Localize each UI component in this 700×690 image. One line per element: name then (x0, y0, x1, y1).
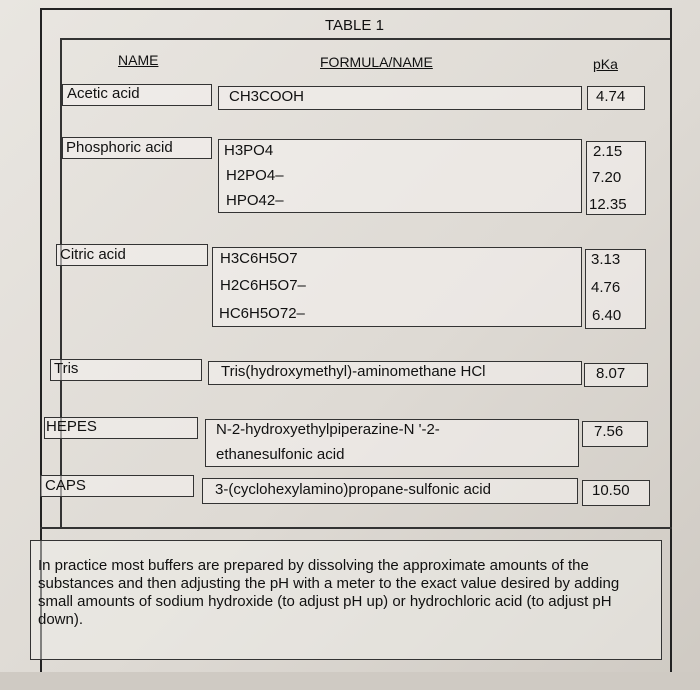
grid-line (60, 38, 62, 528)
row-formula: H3PO4 (224, 142, 274, 159)
row-pka: 6.40 (592, 307, 622, 324)
row-name: Acetic acid (67, 85, 140, 102)
divider (40, 527, 672, 529)
row-formula: H2PO4– (226, 167, 284, 184)
row-name: Phosphoric acid (66, 139, 173, 156)
row-formula: H2C6H5O7– (220, 277, 306, 294)
row-name: Tris (54, 360, 79, 377)
row-pka: 4.74 (596, 88, 626, 105)
row-formula: H3C6H5O7 (220, 250, 298, 267)
row-pka: 7.56 (594, 423, 624, 440)
row-pka: 3.13 (591, 251, 621, 268)
row-pka: 7.20 (592, 169, 622, 186)
row-formula: HPO42– (226, 192, 284, 209)
divider (60, 38, 670, 40)
page-edge (0, 672, 700, 690)
table-title: TABLE 1 (325, 17, 384, 34)
note-text: In practice most buffers are prepared by dissolving the approximate amounts of the substances and then adjusting the pH with a meter to the exact value desired by adding small amounts of sodium hydroxide (to adjust pH up) or hydrochloric acid (to adjust pH down). (38, 557, 620, 628)
row-name: Citric acid (60, 246, 126, 263)
row-formula: Tris(hydroxymethyl)-aminomethane HCl (221, 363, 486, 380)
row-name: CAPS (45, 477, 86, 494)
row-formula: HC6H5O72– (219, 305, 305, 322)
row-formula: N-2-hydroxyethylpiperazine-N '-2- (216, 421, 440, 438)
row-pka: 8.07 (596, 365, 626, 382)
row-pka: 12.35 (589, 196, 627, 213)
header-pka: pKa (593, 56, 618, 72)
row-formula: 3-(cyclohexylamino)propane-sulfonic acid (215, 481, 491, 498)
row-pka: 10.50 (592, 482, 630, 499)
header-name: NAME (118, 52, 159, 68)
row-pka: 4.76 (591, 279, 621, 296)
row-pka: 2.15 (593, 143, 623, 160)
header-formula: FORMULA/NAME (320, 54, 433, 70)
row-formula: CH3COOH (229, 88, 305, 105)
row-name: HEPES (46, 418, 97, 435)
row-formula: ethanesulfonic acid (216, 446, 345, 463)
